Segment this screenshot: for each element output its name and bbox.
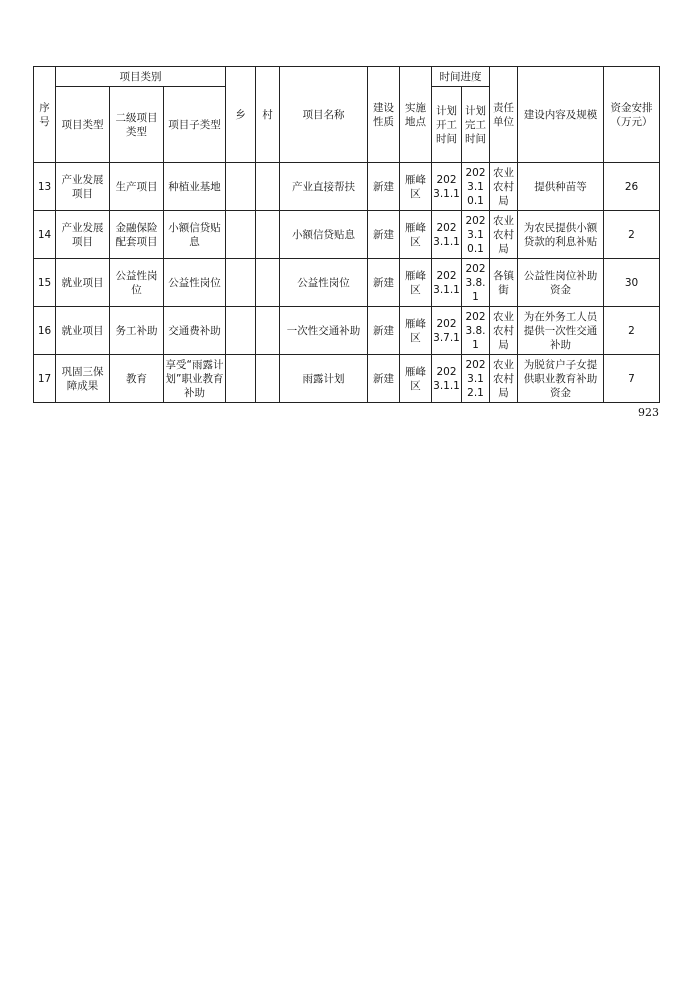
header-schedule-group: 时间进度 — [432, 67, 490, 87]
header-responsible-unit: 责任单位 — [490, 67, 518, 163]
cell-start-time: 2023.1.1 — [432, 163, 462, 211]
cell-project-type: 就业项目 — [56, 307, 110, 355]
cell-sub-type: 享受“雨露计划”职业教育补助 — [164, 355, 226, 403]
cell-township — [226, 163, 256, 211]
header-location: 实施地点 — [400, 67, 432, 163]
cell-project-name: 产业直接帮扶 — [280, 163, 368, 211]
cell-seq: 14 — [34, 211, 56, 259]
cell-end-time: 2023.12.1 — [462, 355, 490, 403]
cell-build-nature: 新建 — [368, 307, 400, 355]
cell-project-type: 巩固三保障成果 — [56, 355, 110, 403]
cell-build-nature: 新建 — [368, 259, 400, 307]
header-category-group: 项目类别 — [56, 67, 226, 87]
cell-end-time: 2023.10.1 — [462, 211, 490, 259]
cell-build-nature: 新建 — [368, 355, 400, 403]
cell-project-name: 一次性交通补助 — [280, 307, 368, 355]
cell-secondary-type: 公益性岗位 — [110, 259, 164, 307]
cell-start-time: 2023.1.1 — [432, 211, 462, 259]
cell-village — [256, 259, 280, 307]
cell-start-time: 2023.1.1 — [432, 259, 462, 307]
page-number: 923 — [638, 406, 659, 419]
cell-funds: 26 — [604, 163, 660, 211]
cell-project-name: 小额信贷贴息 — [280, 211, 368, 259]
cell-start-time: 2023.1.1 — [432, 355, 462, 403]
cell-sub-type: 公益性岗位 — [164, 259, 226, 307]
cell-village — [256, 211, 280, 259]
cell-village — [256, 163, 280, 211]
cell-project-name: 雨露计划 — [280, 355, 368, 403]
cell-sub-type: 小额信贷贴息 — [164, 211, 226, 259]
cell-seq: 17 — [34, 355, 56, 403]
cell-content-scale: 为农民提供小额贷款的利息补贴 — [518, 211, 604, 259]
header-start-time: 计划开工时间 — [432, 87, 462, 163]
cell-build-nature: 新建 — [368, 163, 400, 211]
header-seq: 序号 — [34, 67, 56, 163]
table-row — [34, 259, 660, 307]
cell-start-time: 2023.7.1 — [432, 307, 462, 355]
header-project-name: 项目名称 — [280, 67, 368, 163]
cell-responsible-unit: 农业农村局 — [490, 355, 518, 403]
cell-seq: 15 — [34, 259, 56, 307]
cell-secondary-type: 教育 — [110, 355, 164, 403]
cell-location: 雁峰区 — [400, 163, 432, 211]
cell-funds: 7 — [604, 355, 660, 403]
cell-township — [226, 211, 256, 259]
cell-township — [226, 259, 256, 307]
project-plan-table — [33, 66, 660, 403]
cell-build-nature: 新建 — [368, 211, 400, 259]
table-row — [34, 355, 660, 403]
cell-secondary-type: 务工补助 — [110, 307, 164, 355]
cell-content-scale: 公益性岗位补助资金 — [518, 259, 604, 307]
header-build-nature: 建设性质 — [368, 67, 400, 163]
cell-village — [256, 307, 280, 355]
cell-responsible-unit: 农业农村局 — [490, 163, 518, 211]
cell-project-type: 产业发展项目 — [56, 163, 110, 211]
cell-content-scale: 为在外务工人员提供一次性交通补助 — [518, 307, 604, 355]
cell-township — [226, 355, 256, 403]
header-end-time: 计划完工时间 — [462, 87, 490, 163]
cell-funds: 2 — [604, 211, 660, 259]
table-row — [34, 211, 660, 259]
cell-end-time: 2023.10.1 — [462, 163, 490, 211]
cell-location: 雁峰区 — [400, 259, 432, 307]
cell-content-scale: 提供种苗等 — [518, 163, 604, 211]
cell-village — [256, 355, 280, 403]
table-row — [34, 163, 660, 211]
cell-sub-type: 种植业基地 — [164, 163, 226, 211]
header-secondary-type: 二级项目类型 — [110, 87, 164, 163]
cell-project-name: 公益性岗位 — [280, 259, 368, 307]
cell-township — [226, 307, 256, 355]
header-township: 乡 — [226, 67, 256, 163]
cell-secondary-type: 生产项目 — [110, 163, 164, 211]
cell-end-time: 2023.8.1 — [462, 259, 490, 307]
cell-responsible-unit: 农业农村局 — [490, 211, 518, 259]
cell-location: 雁峰区 — [400, 307, 432, 355]
cell-responsible-unit: 各镇街 — [490, 259, 518, 307]
cell-secondary-type: 金融保险配套项目 — [110, 211, 164, 259]
header-funds: 资金安排（万元） — [604, 67, 660, 163]
cell-content-scale: 为脱贫户子女提供职业教育补助资金 — [518, 355, 604, 403]
cell-project-type: 产业发展项目 — [56, 211, 110, 259]
cell-funds: 2 — [604, 307, 660, 355]
cell-location: 雁峰区 — [400, 355, 432, 403]
table-row — [34, 307, 660, 355]
cell-sub-type: 交通费补助 — [164, 307, 226, 355]
header-sub-type: 项目子类型 — [164, 87, 226, 163]
cell-seq: 13 — [34, 163, 56, 211]
cell-end-time: 2023.8.1 — [462, 307, 490, 355]
cell-seq: 16 — [34, 307, 56, 355]
cell-location: 雁峰区 — [400, 211, 432, 259]
header-project-type: 项目类型 — [56, 87, 110, 163]
header-content-scale: 建设内容及规模 — [518, 67, 604, 163]
header-village: 村 — [256, 67, 280, 163]
cell-responsible-unit: 农业农村局 — [490, 307, 518, 355]
cell-project-type: 就业项目 — [56, 259, 110, 307]
cell-funds: 30 — [604, 259, 660, 307]
